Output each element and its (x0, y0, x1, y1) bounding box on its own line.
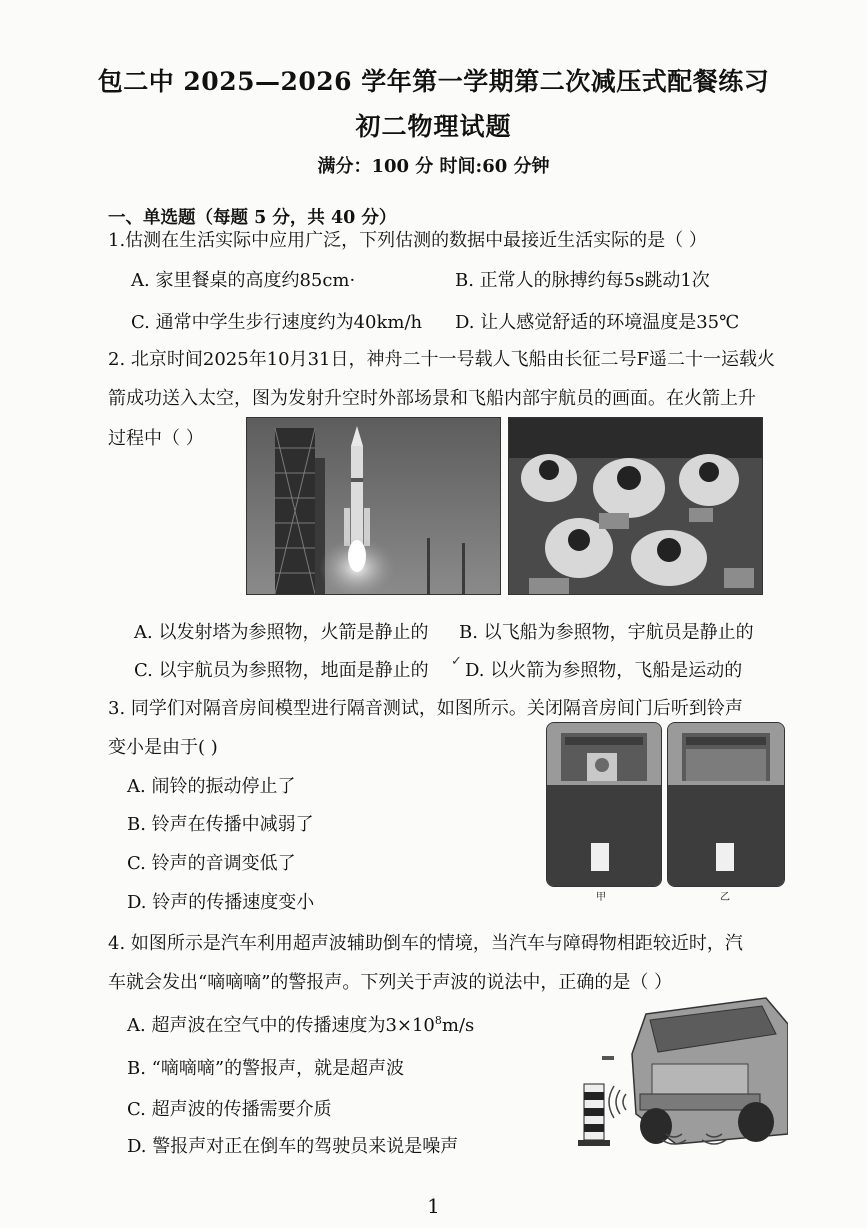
q4-option-a: A. 超声波在空气中的传播速度为$3\times 10^8m/s$ (127, 1014, 475, 1036)
soundproof-room-photo-jia (546, 722, 662, 887)
q1-option-c: C. 通常中学生步行速度约为40km/h (131, 312, 423, 333)
q4-option-d: D. 警报声对正在倒车的驾驶员来说是噪声 (127, 1136, 459, 1157)
q3-option-d: D. 铃声的传播速度变小 (127, 892, 315, 913)
q3-stem-line2: 变小是由于( ) (108, 737, 218, 758)
caption-yi: 乙 (720, 892, 730, 903)
q3-option-c: C. 铃声的音调变低了 (127, 853, 296, 874)
reversing-car-illustration (566, 994, 788, 1156)
exam-subtitle: 初二物理试题 (355, 112, 512, 141)
page-number: 1 (427, 1194, 440, 1218)
astronauts-photo (508, 417, 763, 595)
rocket-launch-photo (246, 417, 501, 595)
q4-option-c: C. 超声波的传播需要介质 (127, 1099, 332, 1120)
q2-stem-line2: 箭成功送入太空，图为发射升空时外部场景和飞船内部宇航员的画面。在火箭上升 (108, 388, 756, 409)
q2-option-c: C. 以宇航员为参照物，地面是静止的 (134, 660, 429, 681)
q4-stem-line2: 车就会发出“嘀嘀嘀”的警报声。下列关于声波的说法中，正确的是（ ） (108, 972, 673, 993)
q3-option-b: B. 铃声在传播中减弱了 (127, 814, 314, 835)
q3-stem-line1: 3. 同学们对隔音房间模型进行隔音测试，如图所示。关闭隔音房间门后听到铃声 (108, 698, 743, 719)
q1-stem: 1.估测在生活实际中应用广泛，下列估测的数据中最接近生活实际的是（ ） (108, 230, 707, 251)
q2-stem-line1: 2. 北京时间2025年10月31日，神舟二十一号载人飞船由长征二号F遥二十一运载火 (108, 349, 775, 370)
q3-option-a: A. 闹铃的振动停止了 (127, 776, 296, 797)
q1-option-d: D. 让人感觉舒适的环境温度是35℃ (455, 312, 740, 333)
q1-option-a: A. 家里餐桌的高度约85cm· (131, 270, 356, 291)
exam-title: 包二中 2025—2026 学年第一学期第二次减压式配餐练习 (97, 67, 770, 96)
caption-jia: 甲 (596, 892, 606, 903)
soundproof-room-photo-yi (667, 722, 785, 887)
pencil-tick-mark: ✓ (451, 654, 462, 669)
q2-option-b: B. 以飞船为参照物，宇航员是静止的 (459, 622, 754, 643)
q2-option-a: A. 以发射塔为参照物，火箭是静止的 (134, 622, 429, 643)
section-heading: 一、单选题（每题 5 分，共 40 分） (108, 208, 397, 228)
q2-stem-line3: 过程中（ ） (108, 428, 204, 449)
q4-stem-line1: 4. 如图所示是汽车利用超声波辅助倒车的情境，当汽车与障碍物相距较近时，汽 (108, 933, 743, 954)
q4-option-b: B. “嘀嘀嘀”的警报声，就是超声波 (127, 1058, 405, 1079)
q2-option-d: D. 以火箭为参照物，飞船是运动的 (465, 660, 743, 681)
q1-option-b: B. 正常人的脉搏约每5s跳动1次 (455, 270, 710, 291)
exam-meta: 满分：100 分 时间:60 分钟 (317, 156, 550, 177)
